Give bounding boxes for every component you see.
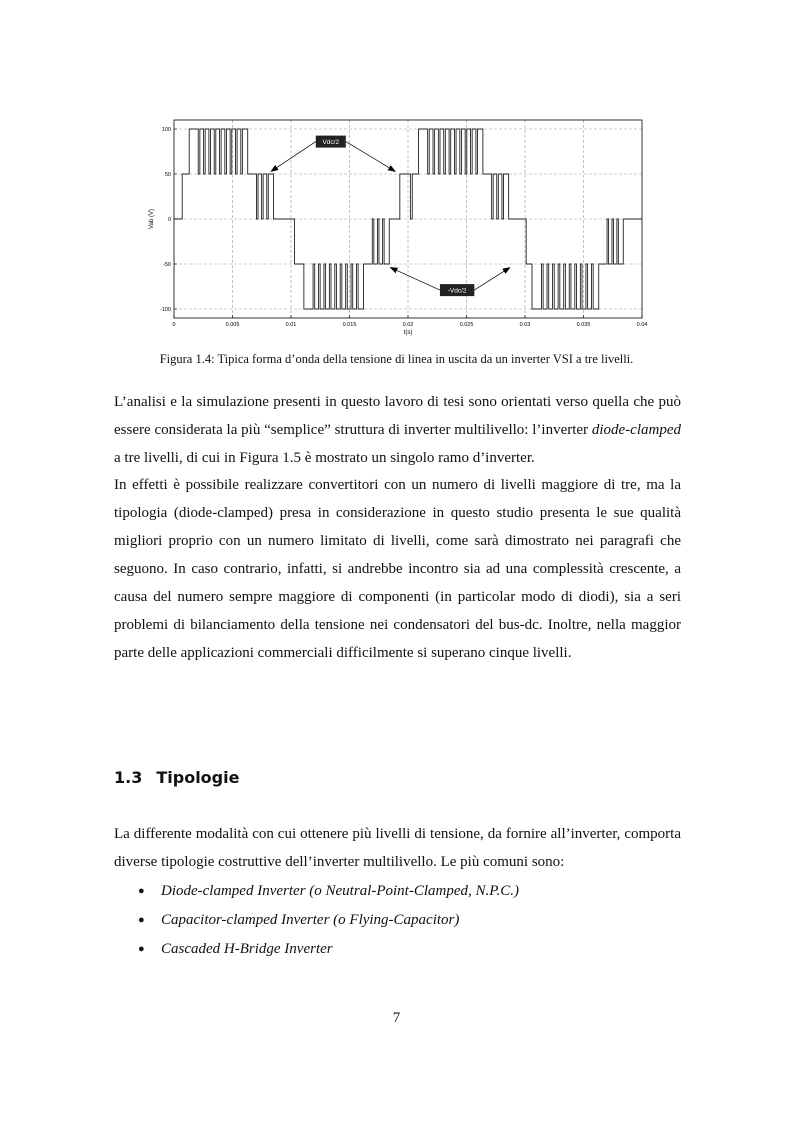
y-tick-label: -50 (163, 262, 171, 268)
annotation-arrow (346, 142, 395, 172)
list-item (114, 935, 519, 964)
y-axis-label: Vab (V) (149, 209, 155, 229)
x-tick-label: 0.005 (225, 322, 240, 328)
list-item (114, 906, 519, 935)
paragraph-levels: In effetti è possibile realizzare convertitori con un numero di livelli maggiore di tre, ma la tipologia (diode-clamped) presa in considerazione in questo studio presenta le sue qualità migliori proprio con un numero limitato di livelli, come sarà dimostrato nei paragrafi che seguono. In caso contrario, infatti, si andrebbe incontro sia ad una complessità crescente, a causa del numero sempre maggiore di componenti (in particolar modo di diodi), sia a seri problemi di bilanciamento della tensione nei condensatori del bus-dc. Inoltre, nella maggior parte delle applicazioni commerciali difficilmente si superano cinque livelli. (114, 477, 681, 661)
annotation-arrow (271, 142, 316, 172)
annotations (271, 136, 510, 297)
list-item-text: Capacitor-clamped Inverter (o Flying-Capacitor) (161, 912, 460, 928)
list-item (114, 877, 519, 906)
section-title: Tipologie (156, 768, 240, 787)
x-axis-ticks (172, 315, 647, 328)
x-tick-label: 0 (172, 322, 176, 328)
x-tick-label: 0.015 (342, 322, 357, 328)
x-tick-label: 0.04 (636, 322, 648, 328)
y-axis-ticks (160, 127, 177, 313)
x-tick-label: 0.01 (285, 322, 297, 328)
list-item-text: Cascaded H-Bridge Inverter (161, 941, 333, 957)
chart-grid (174, 120, 642, 318)
y-tick-label: 0 (167, 217, 171, 223)
bullet-icon: ● (138, 885, 145, 897)
bullet-icon: ● (138, 914, 145, 926)
annotation-label: -Vdc/2 (447, 287, 467, 295)
x-tick-label: 0.03 (519, 322, 531, 328)
list-item-text: Diode-clamped Inverter (o Neutral-Point-Clamped, N.P.C.) (161, 883, 519, 899)
paragraph-intro-text-b: a tre livelli, di cui in Figura 1.5 è mostrato un singolo ramo d’inverter. (114, 450, 535, 466)
figure-caption: Figura 1.4: Tipica forma d’onda della tensione di linea in uscita da un inverter VSI a tre livelli. (159, 352, 634, 366)
x-axis-label: t(s) (403, 330, 413, 336)
paragraph-typologies: La differente modalità con cui ottenere più livelli di tensione, da fornire all’inverter, comporta diverse tipologie costruttive dell’inverter multilivello. Le più comuni sono: (114, 826, 681, 870)
paragraph-intro-emphasis: diode-clamped (591, 422, 681, 438)
paragraph-intro (114, 388, 681, 472)
bullet-icon: ● (138, 943, 145, 955)
x-tick-label: 0.02 (402, 322, 414, 328)
paragraph-intro-text-a: L’analisi e la simulazione presenti in questo lavoro di tesi sono orientati verso quella che può essere considerata la più “semplice” struttura di inverter multilivello: l’inverter (114, 394, 681, 438)
y-tick-label: -100 (159, 307, 171, 313)
annotation-label: Vdc/2 (322, 138, 340, 146)
y-tick-label: 50 (164, 172, 171, 178)
section-heading (114, 768, 239, 787)
page-number: 7 (392, 1010, 401, 1026)
annotation-arrow (474, 268, 509, 291)
y-tick-label: 100 (161, 127, 171, 133)
section-number: 1.3 (114, 768, 143, 787)
x-tick-label: 0.035 (576, 322, 591, 328)
typology-list (114, 877, 519, 964)
annotation-arrow (390, 268, 439, 291)
waveform-chart (138, 112, 658, 342)
x-tick-label: 0.025 (459, 322, 474, 328)
